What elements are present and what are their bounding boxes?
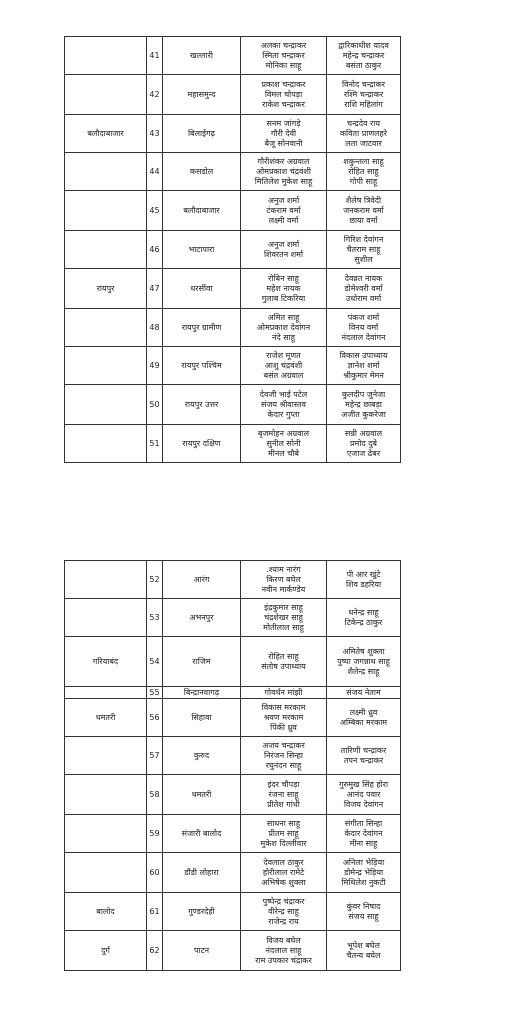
constituency-cell: सिहावा xyxy=(163,699,241,737)
candidates-cell-2 xyxy=(327,561,401,599)
candidate-name: कुलदीप जुनेजा xyxy=(341,389,386,399)
candidate-name: शिव डहरिया xyxy=(345,579,382,589)
candidate-name: शैलेन्द्र साहू xyxy=(347,666,380,676)
candidate-name: पी आर खुंटे xyxy=(346,569,381,579)
candidate-name: प्रीतम साहू xyxy=(268,828,299,838)
constituency-cell: पाटन xyxy=(163,931,241,971)
candidate-name: प्रमोद दुबे xyxy=(349,438,377,448)
constituency-cell: धरसींवा xyxy=(163,269,241,309)
candidates-cell-1 xyxy=(241,599,327,637)
candidate-name: मीनल चौबे xyxy=(268,448,299,458)
table-row xyxy=(65,153,401,191)
candidates-cell-2 xyxy=(327,115,401,153)
district-cell: बालोद xyxy=(65,893,147,931)
candidates-table-2 xyxy=(64,560,401,971)
district-cell: धमतरी xyxy=(65,699,147,737)
candidates-cell-1 xyxy=(241,687,327,699)
candidate-name: देवलाल ठाकुर xyxy=(263,857,304,867)
candidate-name: अम्बिका मरकाम xyxy=(339,717,388,727)
candidate-name: नवीन मार्कण्डेय xyxy=(261,584,306,594)
seat-number-cell: 58 xyxy=(147,775,163,815)
district-cell xyxy=(65,853,147,893)
constituency-cell: संजारी बालोद xyxy=(163,815,241,853)
candidate-name: आशु चंद्रवंशी xyxy=(264,360,303,370)
candidates-cell-2 xyxy=(327,737,401,775)
candidate-name: विजय देवांगन xyxy=(343,799,384,809)
constituency-cell: कसडोल xyxy=(163,153,241,191)
seat-number-cell: 42 xyxy=(147,75,163,115)
candidates-cell-2 xyxy=(327,269,401,309)
candidate-name: ज्ञानेश शर्मा xyxy=(347,360,380,370)
table-row xyxy=(65,191,401,231)
candidate-name: राजेश मूणत xyxy=(266,350,301,360)
candidate-name: देवव्रत नायक xyxy=(344,273,383,283)
seat-number-cell: 48 xyxy=(147,309,163,347)
candidate-name: चैतराम साहू xyxy=(346,244,381,254)
candidate-name: तारिणी चन्द्राकर xyxy=(340,745,387,755)
table-row xyxy=(65,269,401,309)
candidate-name: एजाज ढेबर xyxy=(346,448,381,458)
candidates-cell-2 xyxy=(327,775,401,815)
table-row xyxy=(65,699,401,737)
candidate-name: रोहित साहू xyxy=(348,166,379,176)
table-row xyxy=(65,893,401,931)
constituency-cell: महासमुन्द xyxy=(163,75,241,115)
candidates-cell-1 xyxy=(241,893,327,931)
table-row xyxy=(65,425,401,463)
table-row xyxy=(65,231,401,269)
candidate-name: लक्ष्मी ध्रुव xyxy=(349,707,378,717)
candidate-name: राजेन्द्र राय xyxy=(268,916,299,926)
seat-number-cell: 51 xyxy=(147,425,163,463)
candidate-name: केदार गुप्ता xyxy=(267,409,300,419)
candidates-cell-1 xyxy=(241,115,327,153)
candidates-cell-2 xyxy=(327,853,401,893)
candidates-cell-1 xyxy=(241,699,327,737)
candidate-name: महेन्द्र छाबड़ा xyxy=(345,399,382,409)
candidate-name: केदार देवांगन xyxy=(344,828,383,838)
district-cell: गरियाबंद xyxy=(65,637,147,687)
candidate-name: मिथिलेश नुकटी xyxy=(341,877,386,887)
seat-number-cell: 47 xyxy=(147,269,163,309)
candidate-name: अलका चन्द्राकर xyxy=(260,40,307,50)
seat-number-cell: 59 xyxy=(147,815,163,853)
candidate-name: टिकेन्द्र ठाकुर xyxy=(344,617,383,627)
candidates-cell-2 xyxy=(327,37,401,75)
candidate-name: अभिषेक शुक्ला xyxy=(261,877,306,887)
candidate-name: महेश नायक xyxy=(266,283,301,293)
candidate-name: विकास उपाध्याय xyxy=(339,350,388,360)
seat-number-cell: 50 xyxy=(147,385,163,425)
candidate-name: उधोराम वर्मा xyxy=(345,293,382,303)
candidate-name: गौरीशंकर अग्रवाल xyxy=(257,156,310,166)
table-row xyxy=(65,775,401,815)
candidates-cell-2 xyxy=(327,931,401,971)
seat-number-cell: 60 xyxy=(147,853,163,893)
candidates-cell-2 xyxy=(327,347,401,385)
candidate-name: बसंता ठाकुर xyxy=(345,60,382,70)
candidates-cell-1 xyxy=(241,737,327,775)
candidates-cell-1 xyxy=(241,191,327,231)
table-row xyxy=(65,931,401,971)
candidate-name: स्मिता चन्द्राकर xyxy=(262,50,305,60)
table-row xyxy=(65,385,401,425)
candidate-name: किरण बघेल xyxy=(266,574,301,584)
candidates-cell-2 xyxy=(327,231,401,269)
constituency-cell: खल्लारी xyxy=(163,37,241,75)
candidate-name: देवजी भाई पटेल xyxy=(259,389,308,399)
district-cell xyxy=(65,775,147,815)
district-cell: रायपुर xyxy=(65,269,147,309)
candidate-name: अनुज शर्मा xyxy=(267,239,300,249)
candidates-cell-2 xyxy=(327,699,401,737)
district-cell: बलौदाबाजार xyxy=(65,115,147,153)
candidates-cell-1 xyxy=(241,309,327,347)
candidate-name: अजय चन्द्राकर xyxy=(262,740,305,750)
candidate-name: श्रवण मरकाम xyxy=(263,712,304,722)
candidates-cell-1 xyxy=(241,37,327,75)
table-row xyxy=(65,853,401,893)
constituency-cell: रायपुर उत्तर xyxy=(163,385,241,425)
candidate-name: द्वारिकाधीश यादव xyxy=(338,40,389,50)
seat-number-cell: 53 xyxy=(147,599,163,637)
candidate-name: पुष्पा जगन्नाथ साहू xyxy=(337,656,390,666)
constituency-cell: रायपुर पश्चिम xyxy=(163,347,241,385)
candidates-cell-1 xyxy=(241,75,327,115)
candidate-name: डोमेन्द्र भेड़िया xyxy=(343,867,384,877)
candidate-name: मीना साहू xyxy=(349,838,378,848)
candidate-name: लता जाटवार xyxy=(345,138,382,148)
candidate-name: सुशील xyxy=(354,254,373,264)
candidate-name: धनेन्द्र साहू xyxy=(348,607,379,617)
candidate-name: बृजमोहन अग्रवाल xyxy=(257,428,310,438)
candidate-name: भूपेश बघेल xyxy=(347,940,380,950)
candidate-name: जनकराम वर्मा xyxy=(343,205,384,215)
seat-number-cell: 45 xyxy=(147,191,163,231)
candidate-name: मुकेश दिल्लीवार xyxy=(260,838,307,848)
seat-number-cell: 54 xyxy=(147,637,163,687)
seat-number-cell: 49 xyxy=(147,347,163,385)
table-row xyxy=(65,75,401,115)
candidate-name: संजय श्रीवास्तव xyxy=(261,399,306,409)
constituency-cell: रायपुर ग्रामीण xyxy=(163,309,241,347)
seat-number-cell: 41 xyxy=(147,37,163,75)
candidate-name: राशि महिलांग xyxy=(344,99,383,109)
table-row xyxy=(65,737,401,775)
district-cell xyxy=(65,37,147,75)
candidate-name: रंजना साहू xyxy=(268,789,299,799)
table-row xyxy=(65,347,401,385)
district-cell xyxy=(65,385,147,425)
candidate-name: गोपी साहू xyxy=(349,176,378,186)
candidate-name: गुरुमुख सिंह होरा xyxy=(338,779,389,789)
candidate-name: कविता प्राणलहरे xyxy=(339,128,388,138)
seat-number-cell: 52 xyxy=(147,561,163,599)
candidate-name: चन्द्रदेव राय xyxy=(346,118,381,128)
candidates-cell-1 xyxy=(241,153,327,191)
candidate-name: सनम जांगड़े xyxy=(266,118,301,128)
seat-number-cell: 46 xyxy=(147,231,163,269)
candidate-name: संगीता सिन्हा xyxy=(344,818,383,828)
candidate-name: राम उपकार चंद्राकर xyxy=(255,955,312,965)
constituency-cell: गुण्डरदेही xyxy=(163,893,241,931)
candidate-name: मितिलेश मुकेश साहू xyxy=(254,176,313,186)
candidates-cell-2 xyxy=(327,309,401,347)
candidate-name: मोनिका साहू xyxy=(265,60,302,70)
constituency-cell: धमतरी xyxy=(163,775,241,815)
candidates-cell-2 xyxy=(327,599,401,637)
candidate-name: राकेश चन्द्राकर xyxy=(262,99,305,109)
district-cell xyxy=(65,153,147,191)
candidates-cell-2 xyxy=(327,637,401,687)
constituency-cell: बलौदाबाजार xyxy=(163,191,241,231)
candidates-cell-2 xyxy=(327,815,401,853)
candidate-name: अमितेष शुक्ला xyxy=(342,646,385,656)
candidates-cell-1 xyxy=(241,637,327,687)
candidate-name: तपन चन्द्राकर xyxy=(343,755,384,765)
candidate-name: चैतन्य बघेल xyxy=(346,950,381,960)
seat-number-cell: 57 xyxy=(147,737,163,775)
candidate-name: नंदे साहू xyxy=(272,332,295,342)
candidates-cell-1 xyxy=(241,425,327,463)
constituency-cell: कुरुद xyxy=(163,737,241,775)
district-cell xyxy=(65,425,147,463)
candidate-name: ओमप्रकाश देवांगन xyxy=(256,322,311,332)
candidate-name: चंद्रशेखर साहू xyxy=(264,612,303,622)
candidate-name: शकुन्तला साहू xyxy=(343,156,384,166)
candidates-cell-1 xyxy=(241,231,327,269)
candidate-name: अजीत कुकरेजा xyxy=(341,409,386,419)
candidates-cell-2 xyxy=(327,425,401,463)
candidate-name: पंकज शर्मा xyxy=(347,312,380,322)
district-cell: दुर्ग xyxy=(65,931,147,971)
candidates-cell-1 xyxy=(241,815,327,853)
candidates-cell-1 xyxy=(241,931,327,971)
table-row xyxy=(65,309,401,347)
candidate-name: अनिला भेड़िया xyxy=(342,857,385,867)
candidate-name: अनुज शर्मा xyxy=(267,195,300,205)
district-cell xyxy=(65,309,147,347)
candidate-name: शैलेष त्रिवेदी xyxy=(345,195,382,205)
candidate-name: विनय वर्मा xyxy=(348,322,379,332)
candidate-name: श्रीकुमार मेमन xyxy=(343,370,384,380)
district-cell xyxy=(65,75,147,115)
candidate-name: नंदलाल साहू xyxy=(265,945,302,955)
candidate-name: छाया वर्मा xyxy=(349,215,378,225)
district-cell xyxy=(65,815,147,853)
table-row xyxy=(65,37,401,75)
candidates-cell-2 xyxy=(327,687,401,699)
district-cell xyxy=(65,737,147,775)
candidate-name: बसंत अग्रवाल xyxy=(263,370,304,380)
candidate-name: इंदर चौपड़ा xyxy=(267,779,300,789)
constituency-cell: रायपुर दक्षिण xyxy=(163,425,241,463)
candidates-cell-1 xyxy=(241,775,327,815)
table-body xyxy=(65,561,401,971)
seat-number-cell: 62 xyxy=(147,931,163,971)
candidate-name: गुलाब टिकरिया xyxy=(261,293,306,303)
candidates-cell-1 xyxy=(241,347,327,385)
candidate-name: डोमेश्वरी वर्मा xyxy=(344,283,383,293)
district-cell xyxy=(65,599,147,637)
candidate-name: सन्नी अग्रवाल xyxy=(344,428,383,438)
district-cell xyxy=(65,191,147,231)
candidate-name: शिवरतन शर्मा xyxy=(263,249,304,259)
candidate-name: विमल चोपड़ा xyxy=(264,89,303,99)
district-cell xyxy=(65,687,147,699)
candidates-cell-2 xyxy=(327,191,401,231)
candidates-cell-1 xyxy=(241,853,327,893)
constituency-cell: राजिम xyxy=(163,637,241,687)
candidate-name: गिरिश देवांगन xyxy=(343,234,384,244)
candidate-name: नंदलाल देवांगन xyxy=(341,332,386,342)
candidate-name: रश्मि चन्द्राकर xyxy=(343,89,384,99)
candidate-name: विनोद चन्द्राकर xyxy=(341,79,386,89)
candidate-name: ओमप्रकाश चंद्रवंशी xyxy=(255,166,311,176)
district-cell xyxy=(65,347,147,385)
candidate-name: प्रकाश चन्द्राकर xyxy=(261,79,306,89)
constituency-cell: बिन्द्रानवागढ़ xyxy=(163,687,241,699)
candidate-name: पिंकी ध्रुव xyxy=(270,722,297,732)
candidate-name: प्रीतेश गांधी xyxy=(267,799,300,809)
candidate-name: होरीलाल रामेटे xyxy=(262,867,305,877)
candidate-name: रोहित साहू xyxy=(268,651,299,661)
candidates-cell-1 xyxy=(241,561,327,599)
candidate-name: रघुनंदन साहू xyxy=(265,760,302,770)
candidate-name: टंकराम वर्मा xyxy=(266,205,301,215)
table-row xyxy=(65,115,401,153)
candidate-name: सुनील सोनी xyxy=(266,438,301,448)
candidate-name: संजय नेताम xyxy=(346,687,381,697)
district-cell xyxy=(65,231,147,269)
table-row xyxy=(65,599,401,637)
candidate-name: .श्याम नारंग xyxy=(266,564,301,574)
candidates-table-1 xyxy=(64,36,401,463)
candidates-cell-2 xyxy=(327,75,401,115)
candidate-name: आनंद पवार xyxy=(346,789,381,799)
table-row xyxy=(65,637,401,687)
candidates-cell-2 xyxy=(327,385,401,425)
table-row xyxy=(65,815,401,853)
seat-number-cell: 43 xyxy=(147,115,163,153)
candidate-name: संतोष उपाध्याय xyxy=(261,661,306,671)
candidate-name: अमित साहू xyxy=(267,312,300,322)
seat-number-cell: 61 xyxy=(147,893,163,931)
candidate-name: महेन्द्र चन्द्राकर xyxy=(342,50,385,60)
candidate-name: विकास मरकाम xyxy=(261,702,306,712)
candidate-name: गोवर्धन मांझी xyxy=(264,687,303,697)
candidate-name: निरंजन सिन्हा xyxy=(264,750,303,760)
constituency-cell: अभनपुर xyxy=(163,599,241,637)
candidate-name: बैजू सोनवानी xyxy=(264,138,303,148)
constituency-cell: डौंडी लोहारा xyxy=(163,853,241,893)
seat-number-cell: 55 xyxy=(147,687,163,699)
candidate-name: रोबिन साहू xyxy=(268,273,299,283)
candidates-cell-2 xyxy=(327,893,401,931)
candidates-cell-1 xyxy=(241,385,327,425)
table-row xyxy=(65,687,401,699)
candidates-cell-2 xyxy=(327,153,401,191)
candidate-name: मोतीलाल साहू xyxy=(263,622,304,632)
candidates-cell-1 xyxy=(241,269,327,309)
candidate-name: इंद्रकुमार साहू xyxy=(264,602,303,612)
constituency-cell: भाटापारा xyxy=(163,231,241,269)
constituency-cell: बिलाईगढ़ xyxy=(163,115,241,153)
table-body xyxy=(65,37,401,463)
candidate-name: वीरेन्द्र साहू xyxy=(268,906,299,916)
constituency-cell: आरंग xyxy=(163,561,241,599)
district-cell xyxy=(65,561,147,599)
candidate-name: कुंवर निषाद xyxy=(346,901,381,911)
seat-number-cell: 56 xyxy=(147,699,163,737)
candidate-name: संजय साहू xyxy=(348,911,379,921)
candidate-name: गौरी देवी xyxy=(270,128,297,138)
seat-number-cell: 44 xyxy=(147,153,163,191)
candidate-name: लक्ष्मी वर्मा xyxy=(268,215,299,225)
candidate-name: साधना साहू xyxy=(266,818,301,828)
candidate-name: पुष्पेन्द्र चंद्राकर xyxy=(262,896,305,906)
candidate-name: विजय बघेल xyxy=(266,935,301,945)
table-row xyxy=(65,561,401,599)
